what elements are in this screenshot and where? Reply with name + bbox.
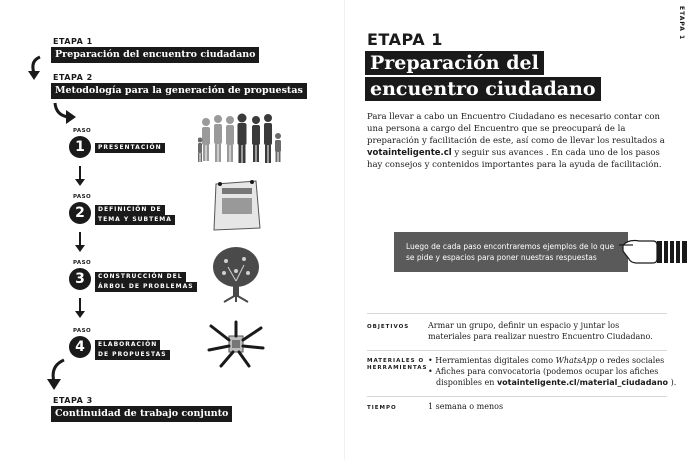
people-group-icon bbox=[198, 112, 284, 166]
info-val-materiales-item2-line1: • Afiches para convocatoria (podemos ocupar los afiches bbox=[428, 367, 659, 376]
materiales-item2-link[interactable]: votainteligente.cl/material_ciudadano bbox=[496, 378, 669, 387]
callout-text: Luego de cada paso encontraremos ejemplos de lo que se pide y espacios para poner nuestras respuestas bbox=[406, 242, 615, 262]
paso2-label: PASO bbox=[73, 194, 92, 200]
info-key-materiales-line2: HERRAMIENTAS bbox=[367, 365, 428, 371]
info-row-materiales bbox=[367, 350, 677, 396]
flipchart-icon bbox=[210, 178, 262, 232]
pointing-hand-icon bbox=[619, 233, 689, 267]
materiales-item2-suffix: ). bbox=[668, 378, 677, 387]
curved-arrow-icon bbox=[52, 101, 78, 127]
info-row-objetivos bbox=[367, 313, 667, 351]
info-key-tiempo: TIEMPO bbox=[367, 405, 397, 411]
paso4-number: 4 bbox=[69, 336, 91, 358]
etapa2-label: ETAPA 2 bbox=[53, 73, 93, 82]
etapa3-label: ETAPA 3 bbox=[53, 396, 93, 405]
proposals-hands-icon bbox=[203, 318, 267, 370]
info-key-objetivos: OBJETIVOS bbox=[367, 324, 410, 330]
paso2-number: 2 bbox=[69, 202, 91, 224]
etapa1-label: ETAPA 1 bbox=[53, 37, 93, 46]
etapa1-title: Preparación del encuentro ciudadano bbox=[51, 47, 259, 63]
paso1-title: PRESENTACIÓN bbox=[95, 143, 165, 153]
materiales-item2-prefix: disponibles en bbox=[436, 378, 497, 387]
paso4-title-line1: ELABORACIÓN bbox=[95, 340, 160, 350]
paso3-title-line2: ÁRBOL DE PROBLEMAS bbox=[95, 282, 197, 292]
info-val-materiales-item2-line2 bbox=[436, 377, 676, 388]
arrow-down-icon bbox=[79, 166, 81, 180]
paso3-title-line1: CONSTRUCCIÓN DEL bbox=[95, 272, 186, 282]
paso3-number: 3 bbox=[69, 268, 91, 290]
page-gutter bbox=[344, 0, 345, 460]
materiales-item1-suffix: o redes sociales bbox=[597, 356, 665, 365]
right-etapa-label: ETAPA 1 bbox=[367, 30, 443, 49]
materiales-item1-whatsapp: WhatsApp bbox=[555, 356, 598, 365]
etapa3-title: Continuidad de trabajo conjunto bbox=[51, 406, 232, 422]
paso2-title-line2: TEMA Y SUBTEMA bbox=[95, 215, 175, 225]
info-row-tiempo bbox=[367, 396, 667, 418]
info-val-tiempo: 1 semana o menos bbox=[428, 402, 504, 411]
curved-arrow-icon bbox=[26, 55, 48, 81]
curved-arrow-icon bbox=[42, 358, 68, 392]
paso4-title-line2: DE PROPUESTAS bbox=[95, 350, 170, 360]
info-key-materiales-line1: MATERIALES O bbox=[367, 358, 425, 364]
side-tab: ETAPA 1 bbox=[678, 6, 685, 41]
problem-tree-icon bbox=[210, 245, 262, 303]
intro-paragraph bbox=[367, 111, 672, 171]
right-title-line1: Preparación del bbox=[365, 51, 544, 75]
callout-box bbox=[394, 232, 628, 272]
intro-part2: y seguir sus avances . En cada uno de los pasos hay consejos y contenidos importantes para la ayuda de facilitación. bbox=[367, 148, 662, 170]
info-val-objetivos: Armar un grupo, definir un espacio y juntar los materiales para realizar nuestro Encuentro Ciudadano. bbox=[428, 321, 653, 341]
materiales-item1-prefix: • Herramientas digitales como bbox=[428, 356, 556, 365]
intro-part1: Para llevar a cabo un Encuentro Ciudadano es necesario contar con una persona a cargo del Encuentro que se preocupará de la preparación y facilitación de este, así como de llevar los resultados a bbox=[367, 112, 665, 146]
arrow-down-icon bbox=[79, 298, 81, 312]
paso3-label: PASO bbox=[73, 260, 92, 266]
intro-link[interactable]: votainteligente.cl bbox=[367, 148, 452, 158]
paso1-number: 1 bbox=[69, 136, 91, 158]
etapa2-title: Metodología para la generación de propuestas bbox=[51, 83, 307, 99]
paso1-label: PASO bbox=[73, 128, 92, 134]
info-val-materiales-item1 bbox=[428, 355, 664, 366]
right-title-line2: encuentro ciudadano bbox=[365, 77, 601, 101]
paso4-label: PASO bbox=[73, 328, 92, 334]
paso2-title-line1: DEFINICIÓN DE bbox=[95, 205, 165, 215]
arrow-down-icon bbox=[79, 232, 81, 246]
